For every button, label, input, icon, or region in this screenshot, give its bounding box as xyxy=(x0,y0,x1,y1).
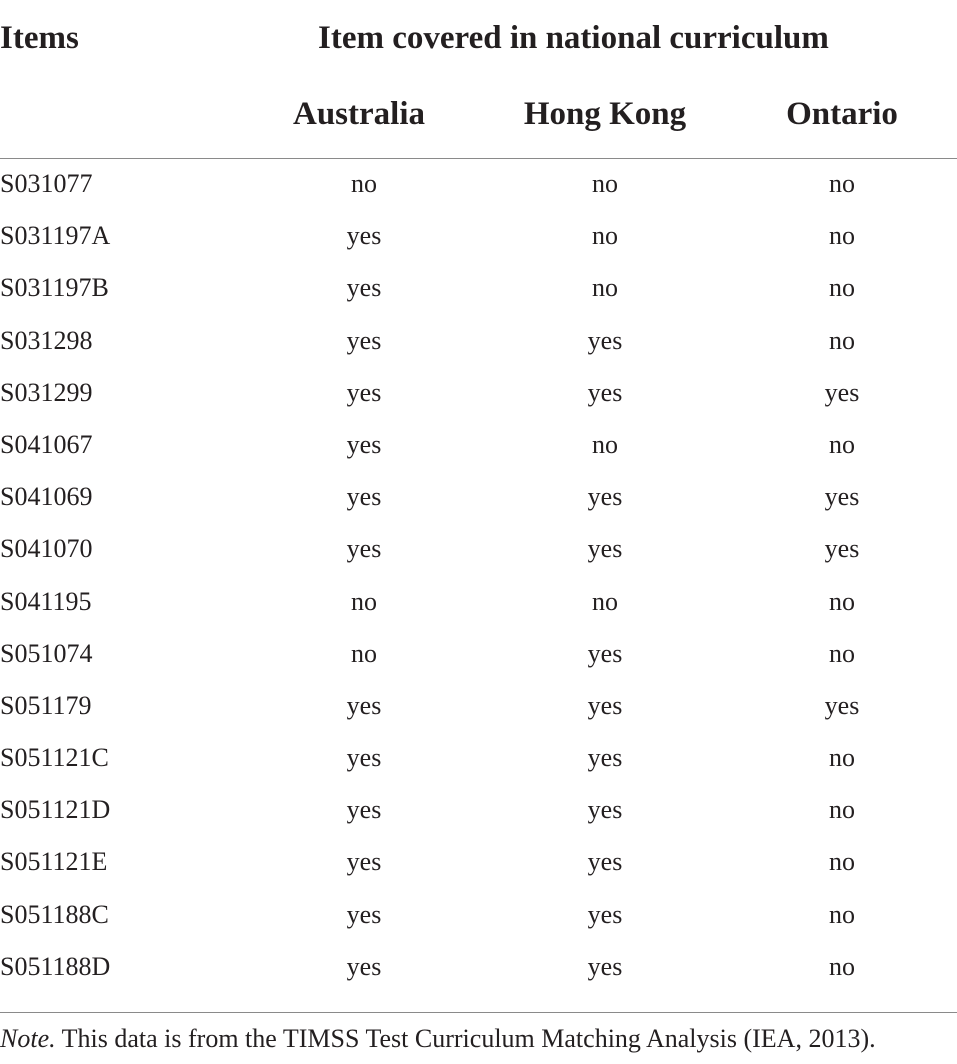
cell-australia: yes xyxy=(346,377,382,407)
cell-ontario: no xyxy=(829,638,855,668)
cell-hong-kong: yes xyxy=(587,743,623,773)
cell-hong-kong: no xyxy=(592,169,618,198)
cell-hong-kong: yes xyxy=(587,899,623,929)
cell-item-code: S041067 xyxy=(0,429,93,459)
cell-item-code: S031197A xyxy=(0,221,111,251)
cell-australia: no xyxy=(351,586,377,616)
header-row-countries xyxy=(0,96,957,140)
cell-ontario: no xyxy=(829,429,855,459)
cell-ontario: no xyxy=(829,795,855,825)
cell-ontario: no xyxy=(829,847,855,877)
cell-australia: yes xyxy=(346,951,382,981)
cell-item-code: S051121D xyxy=(0,795,111,825)
cell-ontario: no xyxy=(829,743,855,773)
note-label: Note. xyxy=(0,1024,56,1053)
cell-ontario: no xyxy=(829,899,855,929)
cell-hong-kong: no xyxy=(592,221,618,251)
cell-item-code: S031298 xyxy=(0,325,93,355)
cell-ontario: no xyxy=(829,586,855,616)
table-row xyxy=(0,159,957,211)
cell-hong-kong: yes xyxy=(587,377,623,407)
table-row xyxy=(0,785,957,837)
cell-australia: yes xyxy=(346,899,382,929)
cell-hong-kong: yes xyxy=(587,795,623,825)
cell-ontario: yes xyxy=(824,534,860,564)
cell-australia: yes xyxy=(346,795,382,825)
cell-ontario: no xyxy=(829,273,855,303)
table-row xyxy=(0,629,957,681)
cell-australia: yes xyxy=(346,743,382,773)
cell-ontario: no xyxy=(829,221,855,251)
cell-australia: yes xyxy=(346,273,382,303)
cell-item-code: S031077 xyxy=(0,169,93,198)
table-row xyxy=(0,263,957,315)
table-row xyxy=(0,368,957,420)
table-row xyxy=(0,890,957,942)
cell-australia: yes xyxy=(346,482,382,512)
cell-item-code: S041195 xyxy=(0,586,92,616)
cell-item-code: S041070 xyxy=(0,534,93,564)
hong-kong-column-header: Hong Kong xyxy=(523,96,687,132)
cell-hong-kong: no xyxy=(592,429,618,459)
cell-item-code: S041069 xyxy=(0,482,93,512)
cell-ontario: yes xyxy=(824,482,860,512)
cell-hong-kong: yes xyxy=(587,951,623,981)
table-row xyxy=(0,942,957,994)
cell-ontario: yes xyxy=(824,377,860,407)
items-column-header: Items xyxy=(0,20,79,56)
cell-australia: no xyxy=(351,638,377,668)
cell-ontario: no xyxy=(829,169,855,198)
cell-ontario: no xyxy=(829,951,855,981)
cell-hong-kong: yes xyxy=(587,325,623,355)
cell-item-code: S051179 xyxy=(0,690,92,720)
table-row xyxy=(0,837,957,889)
cell-item-code: S051121E xyxy=(0,847,108,877)
cell-hong-kong: yes xyxy=(587,638,623,668)
table-row xyxy=(0,524,957,576)
cell-australia: yes xyxy=(346,325,382,355)
cell-hong-kong: yes xyxy=(587,847,623,877)
cell-australia: yes xyxy=(346,429,382,459)
cell-hong-kong: yes xyxy=(587,482,623,512)
cell-australia: yes xyxy=(346,690,382,720)
cell-hong-kong: yes xyxy=(587,534,623,564)
cell-item-code: S051188D xyxy=(0,951,111,981)
curriculum-group-header: Item covered in national curriculum xyxy=(318,20,829,56)
table-row xyxy=(0,733,957,785)
cell-australia: yes xyxy=(346,534,382,564)
header-row-group xyxy=(0,20,957,64)
table-row xyxy=(0,316,957,368)
note-text: This data is from the TIMSS Test Curriculum Matching Analysis (IEA, 2013). xyxy=(55,1024,876,1053)
cell-australia: yes xyxy=(346,221,382,251)
cell-australia: no xyxy=(351,169,377,198)
table-row xyxy=(0,577,957,629)
table-row xyxy=(0,472,957,524)
cell-hong-kong: no xyxy=(592,273,618,303)
table-row xyxy=(0,420,957,472)
table-note xyxy=(0,1024,876,1054)
cell-item-code: S031299 xyxy=(0,377,93,407)
cell-australia: yes xyxy=(346,847,382,877)
table-bottom-rule xyxy=(0,1012,957,1013)
cell-item-code: S051074 xyxy=(0,638,93,668)
cell-ontario: no xyxy=(829,325,855,355)
table-row xyxy=(0,211,957,263)
table-row xyxy=(0,681,957,733)
ontario-column-header: Ontario xyxy=(786,96,898,132)
cell-item-code: S031197B xyxy=(0,273,109,303)
table-body xyxy=(0,159,957,994)
cell-ontario: yes xyxy=(824,690,860,720)
cell-hong-kong: no xyxy=(592,586,618,616)
cell-item-code: S051121C xyxy=(0,743,109,773)
australia-column-header: Australia xyxy=(293,96,425,132)
cell-hong-kong: yes xyxy=(587,690,623,720)
cell-item-code: S051188C xyxy=(0,899,109,929)
